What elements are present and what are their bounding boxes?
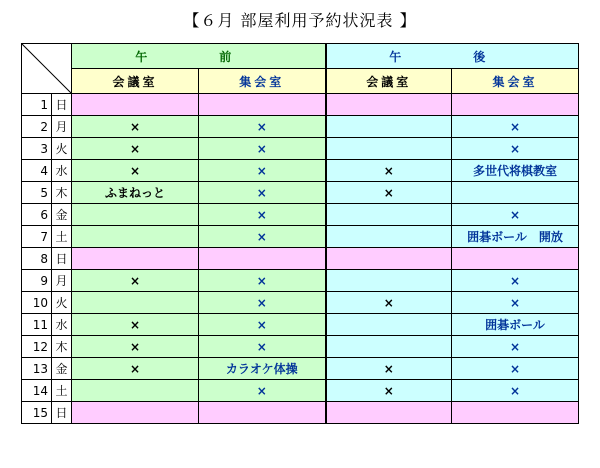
day-of-week: 土 — [52, 380, 72, 402]
pm-meeting-room-cell: × — [326, 160, 452, 182]
pm-meeting-room-cell: × — [326, 358, 452, 380]
table-row — [22, 116, 579, 138]
day-number: 4 — [22, 160, 52, 182]
pm-assembly-room-cell — [452, 94, 579, 116]
table-row — [22, 226, 579, 248]
pm-assembly-room-cell: × — [452, 336, 579, 358]
am-meeting-room-cell: ふまねっと — [72, 182, 199, 204]
day-of-week: 土 — [52, 226, 72, 248]
table-row — [22, 314, 579, 336]
pm-assembly-room-cell: × — [452, 116, 579, 138]
day-number: 2 — [22, 116, 52, 138]
pm-meeting-room-cell: × — [326, 182, 452, 204]
am-meeting-room-cell — [72, 380, 199, 402]
am-assembly-room-cell: × — [199, 204, 326, 226]
day-number: 8 — [22, 248, 52, 270]
day-number: 15 — [22, 402, 52, 424]
pm-assembly-room-cell: 囲碁ボール 開放 — [452, 226, 579, 248]
pm-meeting-room-cell — [326, 314, 452, 336]
col-header-am-meeting-room: 会議室 — [72, 69, 199, 94]
pm-assembly-room-cell — [452, 182, 579, 204]
pm-assembly-room-cell — [452, 248, 579, 270]
pm-assembly-room-cell: × — [452, 270, 579, 292]
corner-diagonal-cell — [22, 44, 72, 94]
section-header-pm: 午 後 — [326, 44, 579, 69]
table-row — [22, 138, 579, 160]
col-header-am-assembly-room: 集会室 — [199, 69, 326, 94]
day-number: 3 — [22, 138, 52, 160]
am-assembly-room-cell: × — [199, 314, 326, 336]
diagonal-line-icon — [22, 44, 72, 94]
pm-assembly-room-cell: 多世代将棋教室 — [452, 160, 579, 182]
col-header-pm-assembly-room: 集会室 — [452, 69, 579, 94]
day-number: 5 — [22, 182, 52, 204]
pm-meeting-room-cell — [326, 248, 452, 270]
col-header-pm-meeting-room: 会議室 — [326, 69, 452, 94]
day-number: 10 — [22, 292, 52, 314]
pm-meeting-room-cell: × — [326, 380, 452, 402]
pm-meeting-room-cell: × — [326, 292, 452, 314]
day-of-week: 水 — [52, 314, 72, 336]
day-of-week: 金 — [52, 358, 72, 380]
pm-meeting-room-cell — [326, 270, 452, 292]
pm-meeting-room-cell — [326, 94, 452, 116]
day-number: 6 — [22, 204, 52, 226]
am-assembly-room-cell: × — [199, 226, 326, 248]
day-number: 14 — [22, 380, 52, 402]
reservation-table — [21, 43, 579, 424]
am-meeting-room-cell: × — [72, 270, 199, 292]
day-of-week: 日 — [52, 248, 72, 270]
pm-assembly-room-cell: × — [452, 138, 579, 160]
table-row — [22, 248, 579, 270]
day-of-week: 金 — [52, 204, 72, 226]
am-meeting-room-cell — [72, 402, 199, 424]
day-of-week: 月 — [52, 116, 72, 138]
am-meeting-room-cell — [72, 94, 199, 116]
am-meeting-room-cell: × — [72, 160, 199, 182]
day-of-week: 火 — [52, 292, 72, 314]
am-assembly-room-cell: × — [199, 336, 326, 358]
am-meeting-room-cell: × — [72, 314, 199, 336]
am-assembly-room-cell: × — [199, 380, 326, 402]
am-assembly-room-cell: × — [199, 138, 326, 160]
day-number: 7 — [22, 226, 52, 248]
day-of-week: 月 — [52, 270, 72, 292]
am-assembly-room-cell: × — [199, 160, 326, 182]
am-meeting-room-cell: × — [72, 116, 199, 138]
am-meeting-room-cell — [72, 292, 199, 314]
day-number: 11 — [22, 314, 52, 336]
am-meeting-room-cell: × — [72, 336, 199, 358]
pm-assembly-room-cell: × — [452, 204, 579, 226]
day-of-week: 日 — [52, 402, 72, 424]
table-row — [22, 204, 579, 226]
pm-meeting-room-cell — [326, 402, 452, 424]
am-assembly-room-cell — [199, 248, 326, 270]
am-meeting-room-cell — [72, 204, 199, 226]
table-row — [22, 94, 579, 116]
day-of-week: 木 — [52, 182, 72, 204]
table-row — [22, 160, 579, 182]
day-number: 1 — [22, 94, 52, 116]
pm-assembly-room-cell: × — [452, 292, 579, 314]
am-assembly-room-cell: × — [199, 292, 326, 314]
day-of-week: 木 — [52, 336, 72, 358]
am-assembly-room-cell — [199, 94, 326, 116]
am-assembly-room-cell: × — [199, 270, 326, 292]
pm-meeting-room-cell — [326, 138, 452, 160]
pm-assembly-room-cell: × — [452, 380, 579, 402]
pm-meeting-room-cell — [326, 204, 452, 226]
page-title: 【６月 部屋利用予約状況表 】 — [183, 11, 417, 30]
day-of-week: 日 — [52, 94, 72, 116]
pm-meeting-room-cell — [326, 226, 452, 248]
pm-meeting-room-cell — [326, 116, 452, 138]
day-number: 9 — [22, 270, 52, 292]
am-assembly-room-cell: × — [199, 182, 326, 204]
pm-assembly-room-cell: 囲碁ボール — [452, 314, 579, 336]
am-assembly-room-cell: × — [199, 116, 326, 138]
day-of-week: 水 — [52, 160, 72, 182]
am-assembly-room-cell: カラオケ体操 — [199, 358, 326, 380]
table-row — [22, 402, 579, 424]
table-row — [22, 292, 579, 314]
table-row — [22, 380, 579, 402]
pm-assembly-room-cell — [452, 402, 579, 424]
table-row — [22, 270, 579, 292]
am-meeting-room-cell: × — [72, 138, 199, 160]
table-row — [22, 182, 579, 204]
day-number: 13 — [22, 358, 52, 380]
am-meeting-room-cell — [72, 226, 199, 248]
am-assembly-room-cell — [199, 402, 326, 424]
pm-meeting-room-cell — [326, 336, 452, 358]
table-row — [22, 358, 579, 380]
am-meeting-room-cell: × — [72, 358, 199, 380]
day-of-week: 火 — [52, 138, 72, 160]
section-header-am: 午 前 — [72, 44, 326, 69]
am-meeting-room-cell — [72, 248, 199, 270]
table-row — [22, 336, 579, 358]
day-number: 12 — [22, 336, 52, 358]
pm-assembly-room-cell: × — [452, 358, 579, 380]
